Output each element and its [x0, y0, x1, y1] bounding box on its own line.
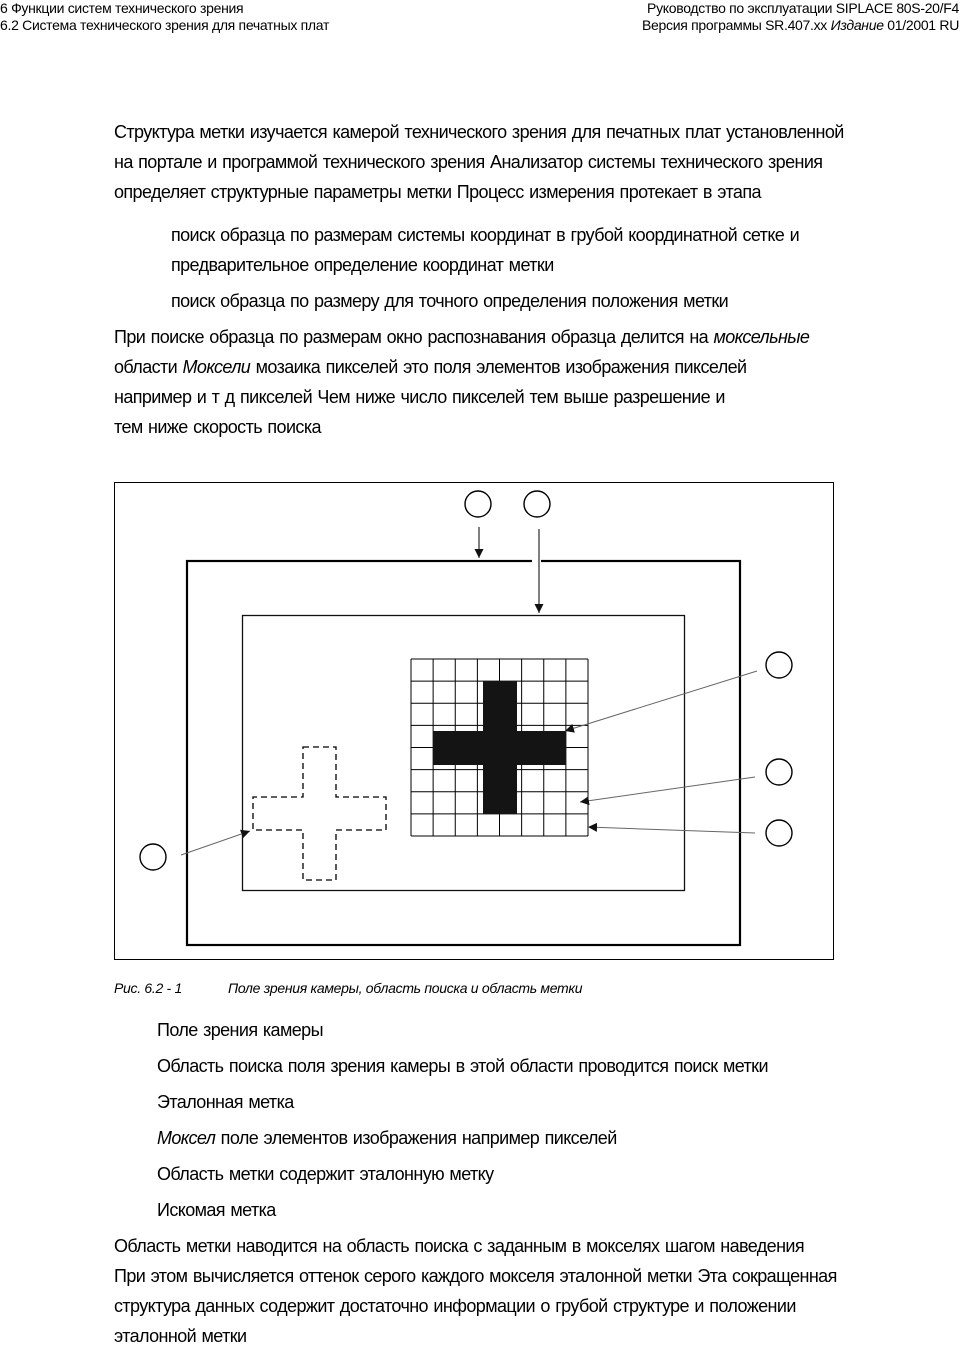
step-2-line: поиск образца по размеру для точного определения положения метки: [171, 291, 729, 311]
legend-item: Область поиска поля зрения камеры в этой области проводится поиск метки: [157, 1056, 768, 1076]
figure-frame: [115, 483, 834, 960]
moxel-term: моксельные: [713, 327, 810, 347]
closing-line: Область метки наводится на область поиска с заданным в мокселях шагом наведения: [114, 1236, 805, 1256]
intro-line: на портале и программой технического зрения Анализатор системы технического зрения: [114, 152, 823, 172]
step-1-line: предварительное определение координат метки: [171, 255, 554, 275]
moxel-line: например и т д пикселей Чем ниже число пикселей тем выше разрешение и: [114, 387, 725, 407]
edition-value: 01/2001 RU: [887, 17, 959, 33]
legend-item: Эталонная метка: [157, 1092, 294, 1112]
callout-circle: [465, 491, 491, 517]
chapter-title: 6 Функции систем технического зрения: [0, 0, 244, 16]
moxel-text: области: [114, 357, 183, 377]
legend-item: Искомая метка: [157, 1200, 276, 1220]
reference-mark-horizontal: [433, 731, 566, 765]
moxel-term: Моксели: [182, 357, 251, 377]
callout-circle: [766, 652, 792, 678]
closing-line: При этом вычисляется оттенок серого каждого мокселя эталонной метки Эта сокращенная: [114, 1266, 837, 1286]
legend-item: Область метки содержит эталонную метку: [157, 1164, 494, 1184]
moxel-line: тем ниже скорость поиска: [114, 417, 321, 437]
step-1-line: поиск образца по размерам системы координат в грубой координатной сетке и: [171, 225, 800, 245]
figure-number: Рис. 6.2 - 1: [114, 980, 182, 996]
version-label: Версия программы: [641, 17, 762, 33]
leader-arrow: [580, 777, 755, 802]
moxel-text: мозаика пикселей это поля элементов изображения пикселей: [250, 357, 747, 377]
figure-caption: [114, 980, 582, 996]
leader-arrow: [181, 831, 250, 855]
legend-term: Моксел: [157, 1128, 216, 1148]
legend-text: поле элементов изображения например пикселей: [215, 1128, 617, 1148]
legend-item: Поле зрения камеры: [157, 1020, 323, 1040]
intro-line: определяет структурные параметры метки Процесс измерения протекает в этапа: [114, 182, 761, 202]
callout-circle: [766, 759, 792, 785]
section-title: 6.2 Система технического зрения для печатных плат: [0, 17, 330, 33]
callout-circle: [140, 844, 166, 870]
moxel-text: При поиске образца по размерам окно распознавания образца делится на: [114, 327, 714, 347]
callout-circle: [524, 491, 550, 517]
intro-line: Структура метки изучается камерой технического зрения для печатных плат установленной: [114, 122, 844, 142]
closing-line: эталонной метки: [114, 1326, 247, 1346]
callout-circle: [766, 820, 792, 846]
closing-line: структура данных содержит достаточно информации о грубой структуре и положении: [114, 1296, 796, 1316]
leader-arrow: [588, 827, 755, 833]
manual-title: Руководство по эксплуатации SIPLACE 80S-20/F4: [647, 0, 959, 16]
leader-arrow: [565, 671, 757, 731]
searched-mark: [253, 747, 386, 880]
version-value: SR.407.xx: [765, 17, 828, 33]
edition-label: Издание: [830, 17, 884, 33]
figure-caption-text: Поле зрения камеры, область поиска и область метки: [228, 980, 583, 996]
legend-item: [157, 1123, 617, 1153]
